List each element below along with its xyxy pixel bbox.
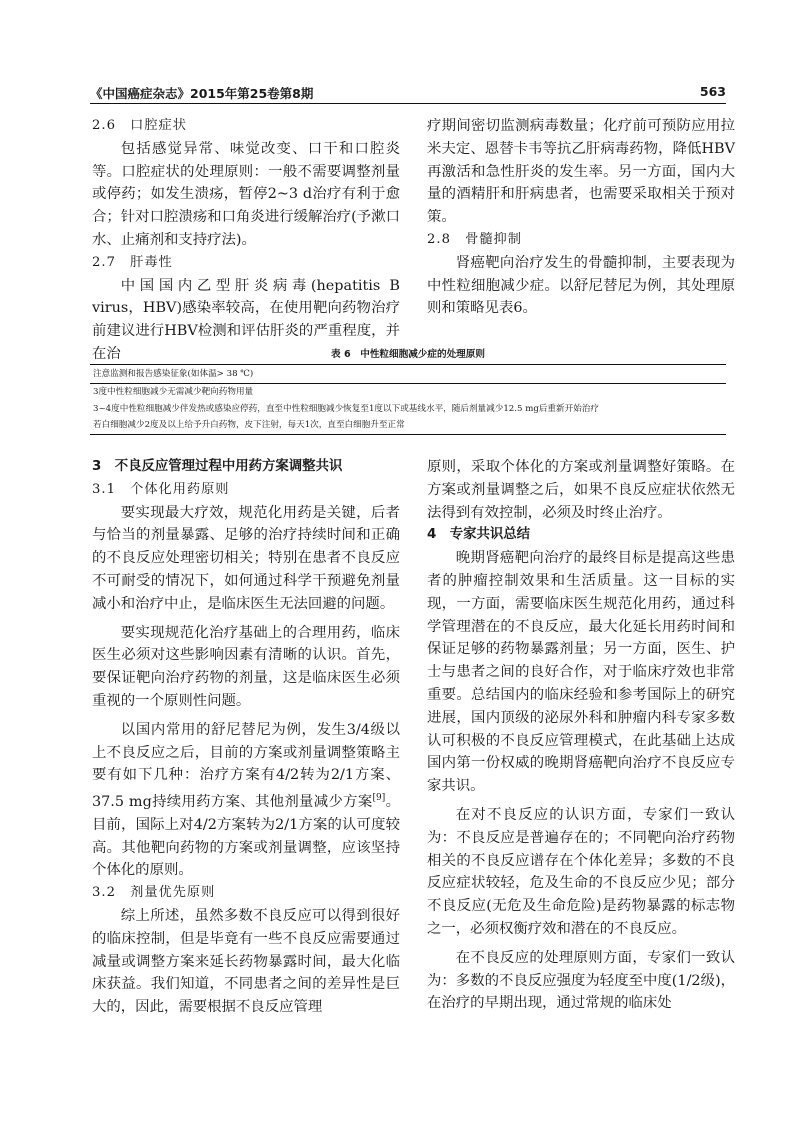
journal-title: 《中国癌症杂志》2015年第25卷第8期 bbox=[90, 86, 314, 101]
section-2-7-paragraph: 中国国内乙型肝炎病毒(hepatitis B virus，HBV)感染率较高，在使用靶向药物治疗前建议进行HBV检测和评估肝炎的严重程度，并在治 bbox=[92, 277, 400, 362]
section-3-1-paragraph-1: 要实现最大疗效，规范化用药是关键，后者与恰当的剂量暴露、足够的治疗持续时间和正确的不良反应处理密切相关；特别在患者不良反应不可耐受的情况下，如何通过科学干预避免剂量减小和治疗中止，是临床医生无法回避的问题。 bbox=[92, 504, 400, 612]
table-6-title: 表 6 中性粒细胞减少症的处理原则 bbox=[331, 349, 485, 360]
section-4-paragraph-2: 在对不良反应的认识方面，专家们一致认为：不良反应是普遍存在的；不同靶向治疗药物相关的不良反应谱存在个体化差异；多数的不良反应症状较轻，危及生命的不良反应少见；部分不良反应(无危及生命危险)是药物暴露的标志物之一，必须权衡疗效和潜在的不良反应。 bbox=[427, 806, 735, 937]
section-3-2-paragraph-continued: 原则，采取个体化的方案或剂量调整好策略。在方案或剂量调整之后，如果不良反应症状依然无法得到有效控制，必须及时终止治疗。 bbox=[427, 459, 735, 521]
running-header bbox=[90, 84, 726, 104]
section-3-2-paragraph: 综上所述，虽然多数不良反应可以得到很好的临床控制，但是毕竟有一些不良反应需要通过减量或调整方案来延长药物暴露时间，最大化临床获益。我们知道，不同患者之间的差异性是巨大的，因此，需要根据不良反应管理 bbox=[92, 907, 400, 1016]
section-4-paragraph-1: 晚期肾癌靶向治疗的最终目标是提高这些患者的肿瘤控制效果和生活质量。这一目标的实现，一方面，需要临床医生规范化用药，通过科学管理潜在的不良反应，最大化延长用药时间和保证足够的药物暴露剂量；另一方面，医生、护士与患者之间的良好合作，对于临床疗效也非常重要。总结国内的临床经验和参考国际上的研究进展，国内顶级的泌尿外科和肿瘤内科专家多数认可积极的不良反应管理模式，在此基础上达成国内第一份权威的晚期肾癌靶向治疗不良反应专家共识。 bbox=[427, 550, 735, 795]
table-6 bbox=[90, 346, 726, 435]
right-column-top bbox=[427, 115, 735, 320]
left-column-top bbox=[92, 115, 400, 366]
section-4-heading: 4 专家共识总结 bbox=[427, 527, 531, 543]
table-row: 3~4度中性粒细胞减少伴发热或感染应停药，直至中性粒细胞减少恢复至1度以下或基线水平，随后剂量减少12.5 mg后重新开始治疗 bbox=[93, 403, 599, 414]
table-row: 3度中性粒细胞减少无需减少靶向药物用量 bbox=[93, 387, 254, 397]
section-2-6-paragraph: 包括感觉异常、味觉改变、口干和口腔炎等。口腔症状的处理原则：一般不需要调整剂量或停药；如发生溃疡，暂停2~3 d治疗有利于愈合；针对口腔溃疡和口角炎进行缓解治疗(予漱口水、止痛剂和支持疗法)。 bbox=[92, 140, 400, 248]
page-number: 563 bbox=[699, 84, 726, 99]
section-2-6-heading: 2.6 口腔症状 bbox=[92, 118, 187, 133]
table-row: 若白细胞减少2度及以上给予升白药物，皮下注射，每天1次，直至白细胞升至正常 bbox=[93, 420, 405, 430]
citation-ref: [9] bbox=[372, 793, 386, 804]
right-column-bottom bbox=[427, 456, 735, 1015]
section-4-paragraph-3: 在不良反应的处理原则方面，专家们一致认为：多数的不良反应强度为轻度至中度(1/2级)，在治疗的早期出现，通过常规的临床处 bbox=[427, 949, 735, 1012]
paragraph-text: 。目前，国际上对4/2方案转为2/1方案的认可度较高。其他靶向药物的方案或剂量调整，应该坚持个体化的原则。 bbox=[92, 793, 400, 879]
section-3-2-heading: 3.2 剂量优先原则 bbox=[92, 885, 216, 901]
section-2-8-heading: 2.8 骨髓抑制 bbox=[427, 231, 522, 247]
left-column-bottom bbox=[92, 456, 400, 1019]
section-3-1-paragraph-2: 要实现规范化治疗基础上的合理用药，临床医生必须对这些影响因素有清晰的认识。首先，要保证靶向治疗药物的剂量，这是临床医生必须重视的一个原则性问题。 bbox=[92, 624, 400, 709]
section-2-7-heading: 2.7 肝毒性 bbox=[92, 254, 173, 270]
table-6-body bbox=[90, 364, 726, 435]
paragraph-text: 以国内常用的舒尼替尼为例，发生3/4级以上不良反应之后，目前的方案或剂量调整策略主要有如下几种：治疗方案有4/2转为2/1方案、37.5 mg持续用药方案、其他剂量减少方案 bbox=[92, 721, 400, 810]
section-3-heading: 3 不良反应管理过程中用药方案调整共识 bbox=[92, 459, 343, 474]
section-3-1-paragraph-3 bbox=[92, 719, 400, 882]
header-rule bbox=[90, 103, 726, 104]
section-3-1-heading: 3.1 个体化用药原则 bbox=[92, 481, 230, 497]
section-2-8-paragraph: 肾癌靶向治疗发生的骨髓抑制，主要表现为中性粒细胞减少症。以舒尼替尼为例，其处理原则和策略见表6。 bbox=[427, 254, 735, 317]
table-row: 注意监测和报告感染征象(如体温> 38 ℃) bbox=[90, 365, 726, 384]
section-2-7-paragraph-continued: 疗期间密切监测病毒数量；化疗前可预防应用拉米夫定、恩替卡韦等抗乙肝病毒药物，降低HBV再激活和急性肝炎的发生率。另一方面，国内大量的酒精肝和肝病患者，也需要采取相关于预对策。 bbox=[427, 118, 735, 226]
